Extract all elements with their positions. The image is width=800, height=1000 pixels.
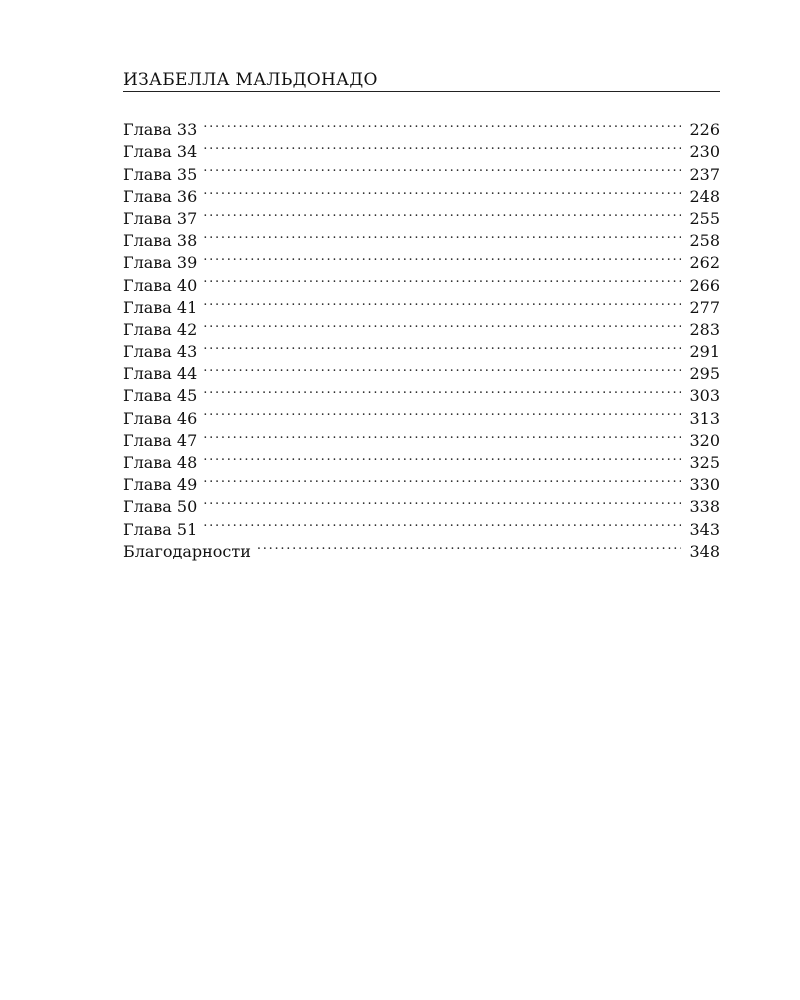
toc-entry-title: Глава 49 [123, 475, 198, 495]
table-of-contents [123, 113, 720, 561]
toc-dot-leader [203, 157, 681, 179]
toc-entry [123, 379, 720, 406]
toc-entry-page: 258 [689, 231, 720, 251]
toc-entry-title: Глава 48 [123, 453, 198, 472]
toc-entry [123, 357, 720, 384]
toc-entry-page: 266 [689, 275, 720, 295]
toc-entry-page: 262 [689, 253, 720, 273]
toc-dot-leader [203, 268, 681, 290]
toc-dot-leader [203, 512, 681, 534]
toc-entry-page: 330 [689, 475, 720, 495]
toc-entry [123, 468, 720, 495]
book-page [123, 70, 720, 561]
toc-entry-page: 313 [689, 408, 720, 428]
toc-entry-page: 338 [689, 497, 720, 517]
toc-entry-title: Глава 41 [123, 297, 198, 317]
toc-dot-leader [203, 357, 681, 379]
toc-dot-leader [203, 490, 681, 512]
toc-entry [123, 535, 720, 561]
toc-entry-title: Глава 51 [123, 519, 198, 539]
toc-entry-title: Глава 36 [123, 186, 198, 206]
toc-entry-title: Глава 34 [123, 142, 198, 162]
toc-dot-leader [203, 180, 681, 202]
toc-entry-page: 343 [689, 519, 720, 539]
toc-entry-page: 277 [689, 297, 720, 317]
toc-entry [123, 313, 720, 339]
toc-entry [123, 291, 720, 317]
toc-entry-title: Глава 40 [123, 275, 198, 295]
toc-entry-page: 248 [689, 186, 720, 206]
toc-dot-leader [203, 291, 681, 313]
toc-entry-page: 283 [689, 319, 720, 339]
toc-entry-title: Глава 39 [123, 253, 198, 273]
toc-entry-title: Глава 50 [123, 497, 198, 517]
toc-dot-leader [203, 202, 681, 224]
toc-entry-page: 237 [689, 164, 720, 184]
toc-entry-title: Глава 45 [123, 386, 198, 406]
toc-entry-title: Глава 44 [123, 364, 198, 384]
toc-entry [123, 224, 720, 251]
toc-entry-page: 320 [689, 430, 720, 450]
toc-entry-title: Глава 46 [123, 408, 198, 428]
toc-entry [123, 246, 720, 273]
toc-dot-leader [203, 113, 681, 135]
toc-entry [123, 157, 720, 184]
toc-dot-leader [203, 313, 681, 335]
toc-dot-leader [203, 224, 681, 246]
toc-dot-leader [203, 379, 681, 401]
running-head: ИЗАБЕЛЛА МАЛЬДОНАДО [123, 70, 720, 92]
toc-entry-page: 348 [689, 541, 720, 561]
toc-entry [123, 401, 720, 428]
toc-entry-title: Благодарности [123, 541, 251, 561]
toc-dot-leader [203, 424, 681, 446]
toc-entry [123, 490, 720, 517]
toc-dot-leader [203, 468, 681, 490]
toc-entry-page: 255 [689, 208, 720, 228]
toc-dot-leader [203, 446, 681, 468]
toc-entry [123, 512, 720, 539]
toc-entry-page: 295 [689, 364, 720, 384]
toc-entry [123, 424, 720, 450]
toc-entry [123, 335, 720, 362]
toc-entry [123, 202, 720, 228]
toc-entry [123, 268, 720, 295]
toc-entry-page: 291 [689, 342, 720, 362]
toc-dot-leader [203, 246, 681, 268]
toc-entry-page: 325 [689, 453, 720, 472]
toc-entry-page: 226 [689, 120, 720, 140]
toc-entry-title: Глава 43 [123, 342, 198, 362]
toc-entry-title: Глава 33 [123, 120, 198, 140]
toc-dot-leader [203, 335, 681, 357]
toc-entry-title: Глава 35 [123, 164, 198, 184]
toc-entry-title: Глава 42 [123, 319, 198, 339]
toc-entry [123, 446, 720, 472]
toc-entry-title: Глава 38 [123, 231, 198, 251]
toc-entry-title: Глава 47 [123, 430, 198, 450]
toc-entry [123, 180, 720, 206]
toc-dot-leader [257, 535, 682, 557]
toc-dot-leader [203, 401, 681, 423]
toc-dot-leader [203, 135, 681, 157]
toc-entry-title: Глава 37 [123, 208, 198, 228]
toc-entry-page: 230 [689, 142, 720, 162]
toc-entry-page: 303 [689, 386, 720, 406]
toc-entry [123, 113, 720, 140]
toc-entry [123, 135, 720, 162]
